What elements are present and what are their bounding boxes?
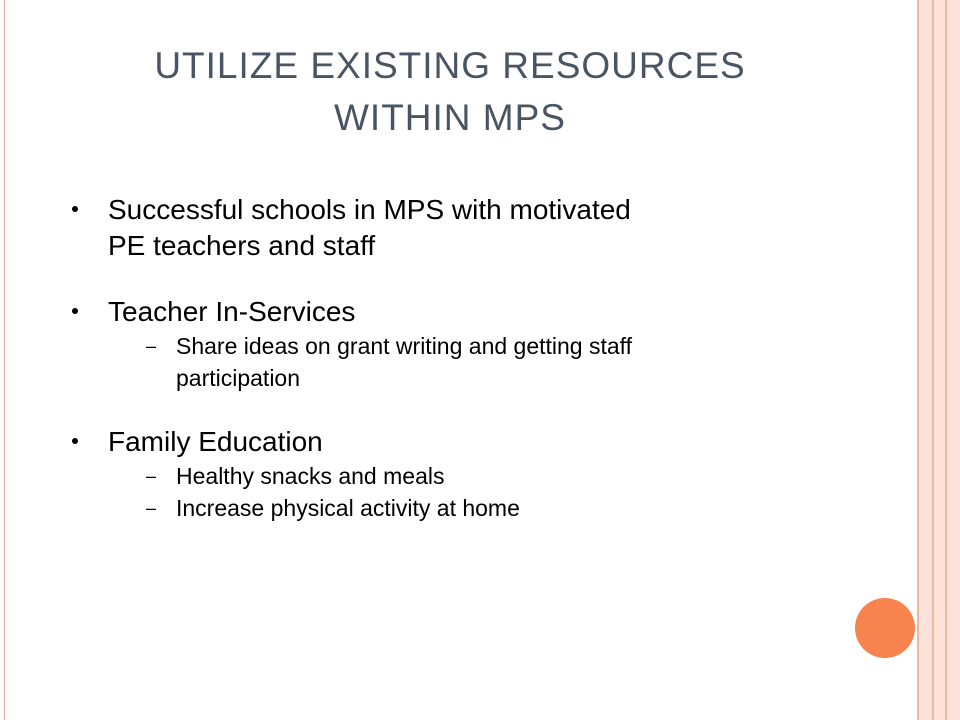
bullet-text-line1: Successful schools in MPS with motivated (108, 194, 631, 225)
dash-icon: – (146, 466, 157, 486)
bullet-dot-icon (72, 438, 78, 444)
sub-bullet-text-line2: participation (176, 365, 301, 391)
dash-icon: – (146, 336, 157, 356)
bullet-item (72, 424, 852, 460)
accent-circle (855, 598, 915, 658)
bullet-dot-icon (72, 206, 78, 212)
frame-right-line (945, 0, 947, 720)
sub-bullet-item (72, 330, 852, 394)
slide-title-line1: UTILIZE EXISTING RESOURCES (154, 45, 746, 86)
sub-bullet-text: Healthy snacks and meals (176, 463, 445, 489)
dash-icon: – (146, 498, 157, 518)
frame-right-line (932, 0, 934, 720)
bullet-group (72, 424, 852, 524)
bullet-text-line2: PE teachers and staff (108, 230, 376, 261)
sub-bullet-text: Increase physical activity at home (176, 495, 520, 521)
slide-title-line2: WITHIN MPS (334, 97, 566, 138)
bullet-group (72, 294, 852, 394)
slide-title (60, 40, 840, 144)
bullet-dot-icon (72, 308, 78, 314)
bullet-item (72, 192, 852, 264)
sub-bullet-item (72, 492, 852, 524)
frame-left-line (4, 0, 5, 720)
sub-bullet-text-line1: Share ideas on grant writing and getting staff (176, 333, 633, 359)
frame-right-band (917, 0, 960, 720)
frame-right-line (917, 0, 919, 720)
sub-bullet-item (72, 460, 852, 492)
bullet-text: Teacher In-Services (108, 296, 356, 327)
bullet-item (72, 294, 852, 330)
bullet-text: Family Education (108, 426, 323, 457)
slide-content (72, 192, 852, 554)
